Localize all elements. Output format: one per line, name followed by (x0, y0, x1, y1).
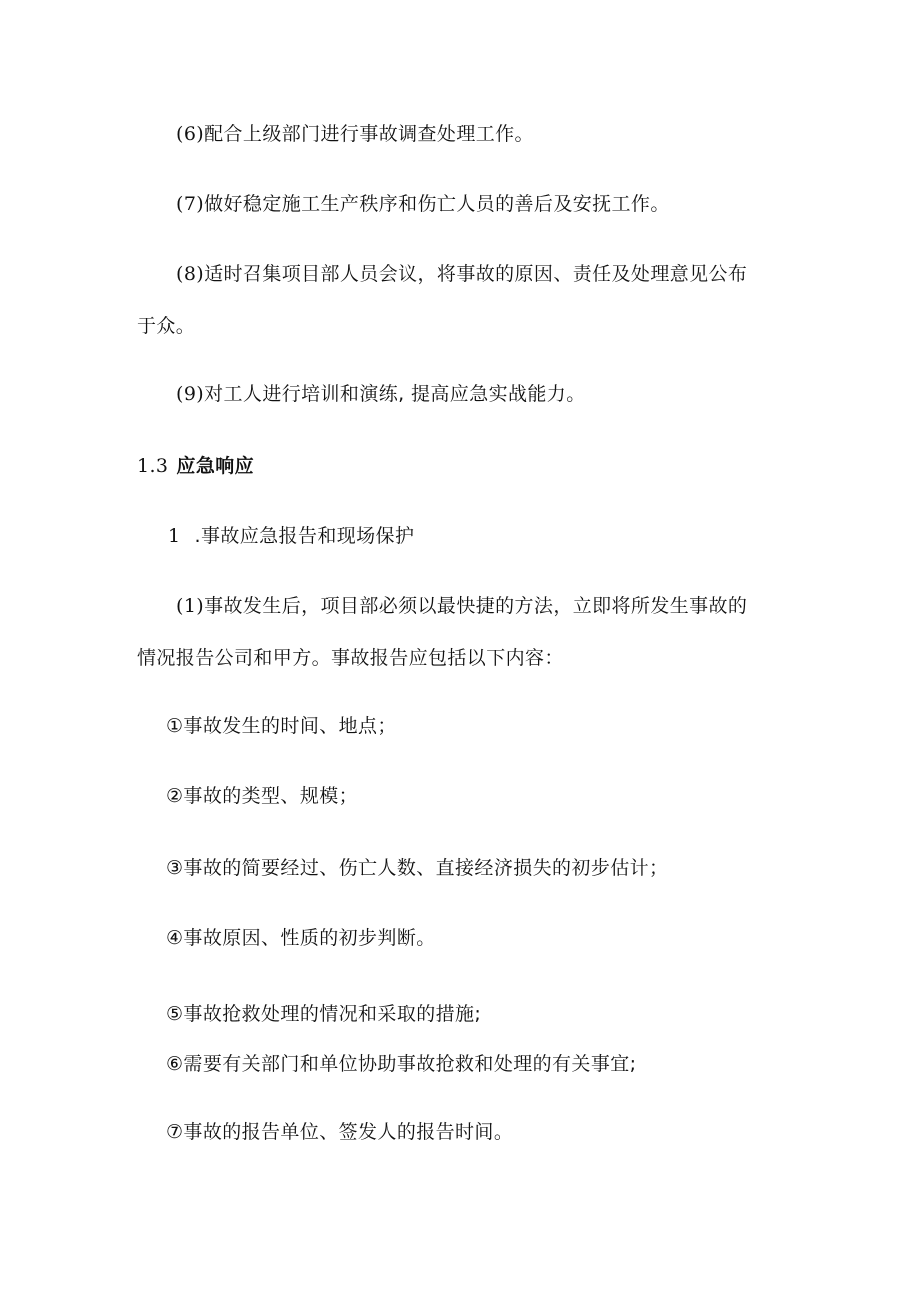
subsection-number: 1 (168, 525, 181, 547)
paragraph-item-9 (176, 382, 586, 406)
report-item: ⑦事故的报告单位、签发人的报告时间。 (166, 1121, 514, 1143)
section-number: 1.3 (137, 455, 169, 477)
report-paragraph-continuation: 情况报告公司和甲方。事故报告应包括以下内容： (137, 647, 564, 669)
subsection-heading (168, 524, 414, 548)
paragraph-item-6 (176, 122, 534, 146)
report-item: ②事故的类型、规模； (166, 785, 359, 807)
report-item: ③事故的简要经过、伤亡人数、直接经济损失的初步估计； (166, 857, 669, 879)
item-text: 配合上级部门进行事故调查处理工作。 (204, 123, 534, 145)
section-title: 应急响应 (176, 455, 255, 477)
item-text: 适时召集项目部人员会议，将事故的原因、责任及处理意见公布 (204, 263, 748, 285)
item-marker: (9) (176, 383, 205, 405)
report-item: ①事故发生的时间、地点； (166, 715, 397, 737)
report-item: ④事故原因、性质的初步判断。 (166, 927, 436, 949)
item-text: 做好稳定施工生产秩序和伤亡人员的善后及安抚工作。 (204, 193, 670, 215)
item-marker: (7) (176, 193, 205, 215)
paragraph-item-8 (176, 262, 747, 286)
report-item: ⑤事故抢救处理的情况和采取的措施; (166, 1003, 482, 1025)
item-text: 事故发生后，项目部必须以最快捷的方法，立即将所发生事故的 (204, 595, 748, 617)
subsection-title: .事故应急报告和现场保护 (194, 525, 415, 547)
section-heading (137, 454, 254, 478)
item-marker: (1) (176, 595, 205, 617)
item-text: 对工人进行培训和演练, 提高应急实战能力。 (204, 383, 586, 405)
item-marker: (6) (176, 123, 205, 145)
paragraph-item-8-continuation: 于众。 (137, 315, 196, 337)
item-marker: (8) (176, 263, 205, 285)
report-item: ⑥需要有关部门和单位协助事故抢救和处理的有关事宜; (166, 1053, 637, 1075)
paragraph-item-7 (176, 192, 670, 216)
report-paragraph (176, 594, 747, 618)
